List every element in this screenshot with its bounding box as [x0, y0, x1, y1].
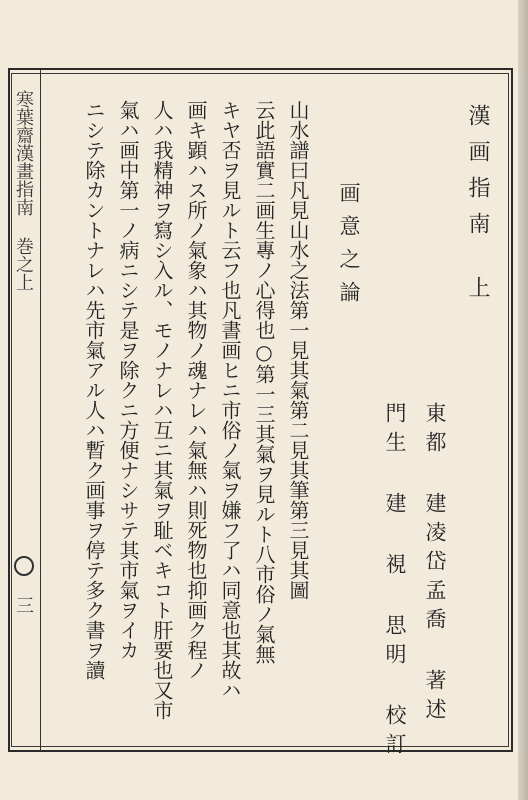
body-column-7: ニシテ除カントナレハ先市氣アル人ハ暫ク画事ヲ停テ多ク書ヲ讀: [82, 100, 106, 680]
book-title: 漢画指南: [465, 104, 490, 248]
margin-rule: [40, 70, 41, 750]
page-edge: [518, 0, 528, 800]
body-column-6: 氣ハ画中第一ノ病ニシテ是ヲ除クニ方便ナシサテ其市氣ヲイカ: [116, 100, 140, 660]
section-heading: 画意之論: [337, 182, 361, 314]
margin-circle: [14, 556, 34, 576]
body-column-5: 人ハ我精神ヲ寫シ入ル、モノナレハ互ニ其氣ヲ耻ベキコト肝要也又市: [150, 100, 174, 720]
body-column-3: キヤ否ヲ見ルト云フ也凡書画ヒニ市俗ノ氣ヲ嫌フ了ハ同意也其故ハ: [218, 100, 242, 700]
body-column-4: 画キ顕ハス所ノ氣象ハ其物ノ魂ナレハ氣無ハ則死物也抑画ク程ノ: [184, 100, 208, 680]
body-column-1: 山水譜曰凡見山水之法第一見其氣第二見其筆第三見其圖: [286, 100, 310, 600]
editor-line: 門生 建 視 思明 校訂: [383, 402, 407, 762]
margin-page-number: 三: [13, 596, 34, 614]
body-column-2: 云此語實二画生專ノ心得也○第一三其氣ヲ見ルト八市俗ノ氣無: [252, 100, 276, 664]
author-line: 東都 建凌岱孟喬 著述: [423, 402, 447, 727]
margin-label: 寒葉齋漢畫指南 巻之上: [13, 90, 34, 291]
volume-mark: 上: [465, 276, 490, 298]
